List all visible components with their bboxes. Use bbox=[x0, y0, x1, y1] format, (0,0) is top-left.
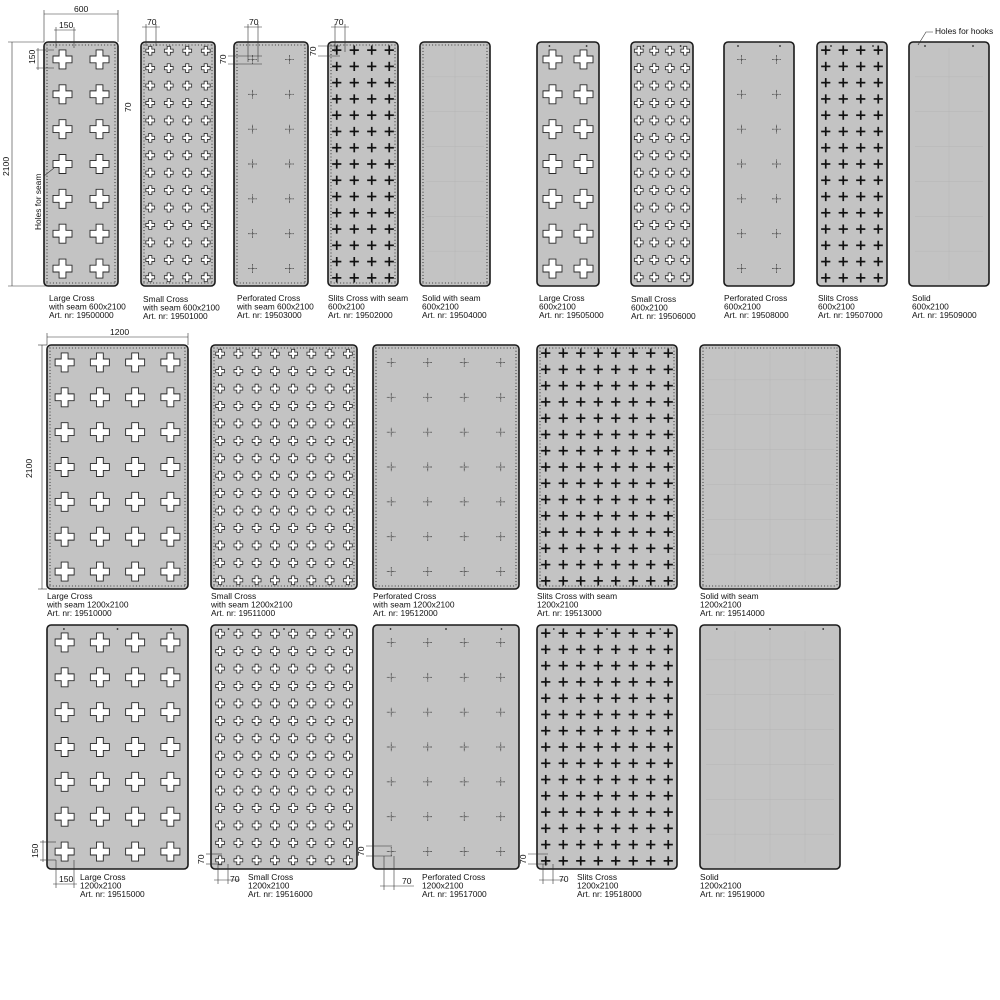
dim-width-600: 600 bbox=[74, 4, 89, 14]
dim-70-bottom-slits-side: 70 bbox=[518, 854, 528, 864]
panel-name: Large Cross bbox=[49, 293, 95, 303]
panel-name: Small Cross bbox=[248, 872, 294, 882]
panel-label bbox=[46, 591, 129, 618]
note-holes-for-seam: Holes for seam bbox=[33, 173, 43, 230]
panel-small bbox=[631, 42, 693, 286]
panel-size: 600x2100 bbox=[539, 301, 576, 312]
dim-70-bottom-small: 70 bbox=[230, 874, 240, 884]
panel-label bbox=[328, 293, 408, 320]
panel-perf-with-seam bbox=[373, 345, 519, 589]
panel-name: Slits Cross with seam bbox=[328, 293, 409, 303]
article-number: Art. nr: 19518000 bbox=[577, 888, 642, 899]
panel-name: Perforated Cross bbox=[373, 591, 437, 601]
article-number: Art. nr: 19505000 bbox=[539, 309, 604, 320]
dim-70-bottom-perf: 70 bbox=[402, 876, 412, 886]
dim-150-bottom: 150 bbox=[59, 874, 74, 884]
panel-size: with seam 600x2100 bbox=[143, 302, 220, 313]
dim-70-perf-top: 70 bbox=[249, 17, 259, 27]
panel-slits-with-seam bbox=[537, 345, 677, 589]
panel-size: 600x2100 bbox=[724, 301, 761, 312]
panel-name: Small Cross bbox=[211, 591, 257, 601]
panel-name: Large Cross bbox=[539, 293, 585, 303]
panel-label bbox=[818, 293, 883, 320]
dim-70-small-top: 70 bbox=[147, 17, 157, 27]
panel-perf-with-seam bbox=[234, 42, 308, 286]
panel-label bbox=[236, 293, 314, 320]
panel-label bbox=[577, 872, 642, 899]
panel-size: with seam 600x2100 bbox=[237, 301, 314, 312]
panel-size: with seam 1200x2100 bbox=[47, 599, 129, 610]
panel-label bbox=[422, 872, 487, 899]
panels-layer bbox=[44, 42, 989, 869]
panel-name: Small Cross bbox=[143, 294, 189, 304]
article-number: Art. nr: 19503000 bbox=[237, 309, 302, 320]
panel-slits bbox=[817, 42, 887, 286]
panel-name: Solid bbox=[912, 293, 931, 303]
article-number: Art. nr: 19511000 bbox=[211, 607, 276, 618]
panel-label bbox=[422, 293, 487, 320]
panel-label bbox=[80, 872, 145, 899]
article-number: Art. nr: 19519000 bbox=[700, 888, 765, 899]
panel-name: Large Cross bbox=[47, 591, 93, 601]
dim-70-bottom-small-side: 70 bbox=[196, 854, 206, 864]
panel-solid bbox=[700, 625, 840, 869]
panel-name: Perforated Cross bbox=[422, 872, 486, 882]
dim-70-perf-side: 70 bbox=[218, 54, 228, 64]
panel-name: Perforated Cross bbox=[724, 293, 788, 303]
panel-size: 600x2100 bbox=[818, 301, 855, 312]
panel-small-with-seam bbox=[211, 345, 357, 589]
panel-size: with seam 1200x2100 bbox=[373, 599, 455, 610]
panel-label bbox=[631, 294, 696, 321]
article-number: Art. nr: 19507000 bbox=[818, 309, 883, 320]
panel-size: 1200x2100 bbox=[248, 880, 290, 891]
panel-name: Slits Cross with seam bbox=[537, 591, 618, 601]
panel-size: 1200x2100 bbox=[537, 599, 579, 610]
dim-70-bottom-perf-side: 70 bbox=[356, 846, 366, 856]
panel-size: with seam 600x2100 bbox=[49, 301, 126, 312]
panel-large-with-seam bbox=[44, 42, 118, 286]
dim-150-side: 150 bbox=[27, 49, 37, 64]
article-number: Art. nr: 19517000 bbox=[422, 888, 487, 899]
dim-height-2100: 2100 bbox=[1, 156, 11, 176]
article-number: Art. nr: 19502000 bbox=[328, 309, 393, 320]
panel-name: Solid with seam bbox=[700, 591, 759, 601]
article-number: Art. nr: 19509000 bbox=[912, 309, 977, 320]
dim-70-slits-top: 70 bbox=[334, 17, 344, 27]
panel-name: Slits Cross bbox=[818, 293, 859, 303]
article-number: Art. nr: 19510000 bbox=[47, 607, 112, 618]
dim-150-top: 150 bbox=[59, 20, 74, 30]
article-number: Art. nr: 19516000 bbox=[248, 888, 313, 899]
panel-label bbox=[48, 293, 126, 320]
panel-label bbox=[210, 591, 293, 618]
panel-small bbox=[211, 625, 357, 869]
dim-70-bottom-slits: 70 bbox=[559, 874, 569, 884]
panel-size: 1200x2100 bbox=[577, 880, 619, 891]
article-number: Art. nr: 19508000 bbox=[724, 309, 789, 320]
panel-slits-with-seam bbox=[328, 42, 398, 286]
panel-size: 600x2100 bbox=[422, 301, 459, 312]
panel-name: Perforated Cross bbox=[237, 293, 301, 303]
panel-label bbox=[539, 293, 604, 320]
dim-70-small-side: 70 bbox=[123, 102, 133, 112]
dim-height-2100-mid: 2100 bbox=[24, 458, 34, 478]
article-number: Art. nr: 19512000 bbox=[373, 607, 438, 618]
panel-slits bbox=[537, 625, 677, 869]
panel-perf bbox=[724, 42, 794, 286]
panel-size: 600x2100 bbox=[631, 302, 668, 313]
panel-large bbox=[47, 625, 188, 869]
article-number: Art. nr: 19501000 bbox=[143, 310, 208, 321]
dim-width-1200: 1200 bbox=[110, 327, 130, 337]
article-number: Art. nr: 19500000 bbox=[49, 309, 114, 320]
panel-label bbox=[700, 872, 765, 899]
panel-name: Slits Cross bbox=[577, 872, 618, 882]
article-number: Art. nr: 19504000 bbox=[422, 309, 487, 320]
panel-label bbox=[700, 591, 765, 618]
panel-label bbox=[537, 591, 617, 618]
panel-size: with seam 1200x2100 bbox=[211, 599, 293, 610]
article-number: Art. nr: 19515000 bbox=[80, 888, 145, 899]
panel-label bbox=[248, 872, 313, 899]
panel-solid-with-seam bbox=[700, 345, 840, 589]
panel-large bbox=[537, 42, 599, 286]
panel-size: 600x2100 bbox=[328, 301, 365, 312]
panel-size: 1200x2100 bbox=[700, 599, 742, 610]
panel-name: Small Cross bbox=[631, 294, 677, 304]
panel-size: 1200x2100 bbox=[700, 880, 742, 891]
dim-150-bottom-side: 150 bbox=[30, 843, 40, 858]
panel-large-with-seam bbox=[47, 345, 188, 589]
panel-name: Large Cross bbox=[80, 872, 126, 882]
panel-solid bbox=[909, 42, 989, 286]
panel-solid-with-seam bbox=[420, 42, 490, 286]
article-number: Art. nr: 19514000 bbox=[700, 607, 765, 618]
panel-label bbox=[142, 294, 220, 321]
dim-70-slits-side: 70 bbox=[308, 46, 318, 56]
panel-label bbox=[724, 293, 789, 320]
article-number: Art. nr: 19506000 bbox=[631, 310, 696, 321]
article-number: Art. nr: 19513000 bbox=[537, 607, 602, 618]
panel-size: 600x2100 bbox=[912, 301, 949, 312]
panel-perf bbox=[373, 625, 519, 869]
panel-size: 1200x2100 bbox=[422, 880, 464, 891]
panel-size: 1200x2100 bbox=[80, 880, 122, 891]
note-holes-for-hooks: Holes for hooks bbox=[935, 26, 994, 36]
panel-name: Solid bbox=[700, 872, 719, 882]
panel-small-with-seam bbox=[141, 42, 215, 286]
panel-name: Solid with seam bbox=[422, 293, 481, 303]
panel-label bbox=[372, 591, 455, 618]
panel-label bbox=[912, 293, 977, 320]
